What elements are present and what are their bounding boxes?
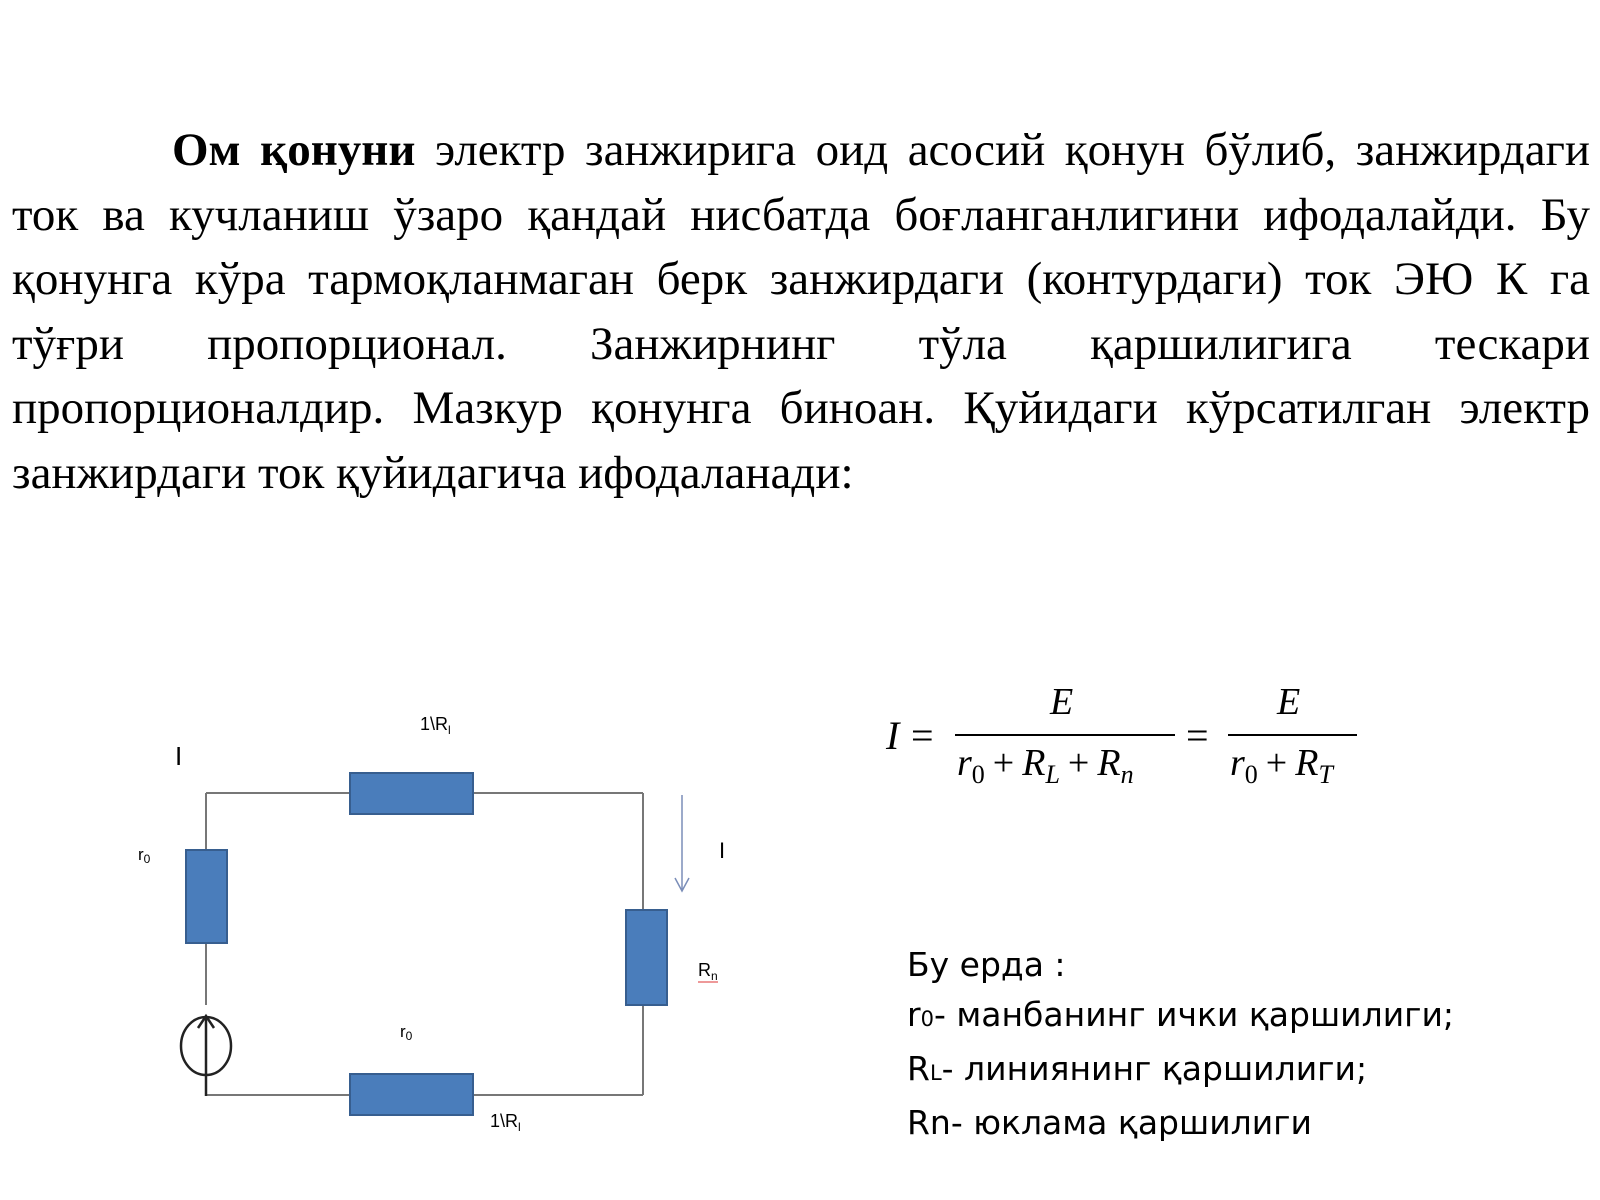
legend-item-rl: RL- линиянинг қаршилиги;	[907, 1049, 1368, 1088]
label-r0-left: r0	[138, 845, 151, 866]
resistor-load-rn	[626, 910, 667, 1005]
label-current-right: I	[719, 838, 726, 863]
formula-lhs: I	[886, 713, 900, 758]
legend-heading: Бу ерда :	[907, 945, 1066, 984]
label-rl-top: $1\backslash R_l$	[420, 714, 451, 737]
formula-equals-2: =	[1186, 713, 1209, 758]
formula-equals-1: =	[911, 713, 934, 758]
formula-denominator-2: $r_0 + R_T$	[1230, 742, 1333, 789]
paragraph-body: электр занжирига оид асосий қонун бўлиб, занжирдаги ток ва кучланиш ўзаро қандай нисбатда боғланганлигини ифодалайди. Бу қонунга кўра тармоқланмаган берк занжирдаги (контурдаги) ток ЭЮ К га тўғри пропорционал. Занжирнинг тўла қаршилигига тескари пропорционалдир. Мазкур қонунга биноан. Қуйидаги кўрсатилган электр занжирдаги ток қуйидагича ифодаланади:	[12, 124, 1591, 499]
label-rl-bottom: $1\backslash R_l$	[490, 1111, 521, 1134]
ohm-law-paragraph	[12, 118, 1590, 505]
label-r0-bottom: r0	[400, 1022, 413, 1043]
resistor-internal-r0	[186, 850, 227, 943]
resistor-line-top	[350, 773, 473, 814]
circuit-wires	[206, 793, 643, 1095]
paragraph-lead-term: Ом қонуни	[172, 124, 416, 176]
formula-numerator-1: E	[1050, 681, 1074, 723]
legend-item-rn: Rn- юклама қаршилиги	[907, 1103, 1312, 1142]
resistor-line-bottom	[350, 1074, 473, 1115]
legend-item-r0: r0- манбанинг ички қаршилиги;	[907, 995, 1455, 1034]
current-direction-arrow-icon	[675, 795, 689, 891]
emf-source-icon	[181, 1016, 231, 1096]
formula-denominator-1: $r_0 + R_L + R_n$	[957, 742, 1134, 789]
symbol-legend	[907, 940, 1454, 1148]
circuit-diagram	[0, 640, 760, 1160]
label-rn: $R_n$	[698, 960, 718, 983]
formula-numerator-2: E	[1277, 681, 1301, 723]
label-current-top: I	[175, 741, 183, 771]
